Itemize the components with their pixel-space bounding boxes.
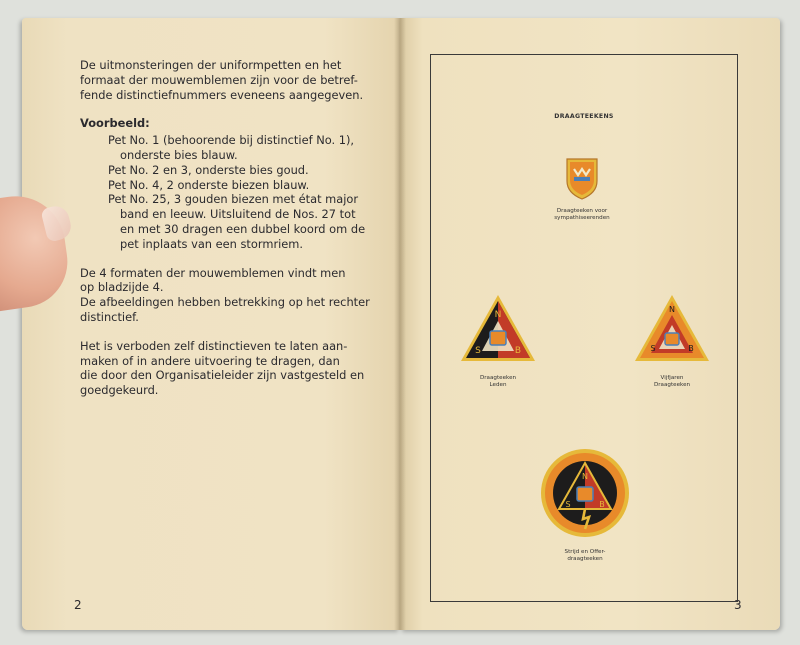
- page-number-left: 2: [74, 598, 82, 612]
- sympathizer-shield-badge: [565, 157, 599, 201]
- badge-letter-s: S: [475, 346, 481, 356]
- badge-letter-b: B: [688, 344, 694, 353]
- page-number-right: 3: [734, 598, 742, 612]
- example-list: Pet No. 1 (behoorende bij distinctief No. 1), onderste bies blauw. Pet No. 2 en 3, onderste bies goud. Pet No. 4, 2 onderste biezen blauw. Pet No. 25, 3 gouden biezen met état major band en leeuw. Uitsluitend de Nos. 27 tot en met 30 dragen een dubbel koord om de pet inplaats van een stormriem.: [108, 133, 366, 251]
- members-triangle-badge: [459, 293, 537, 365]
- struggle-sacrifice-badge-caption: Strijd en Offer- draagteeken: [564, 549, 606, 562]
- badge-letter-s: S: [650, 344, 656, 353]
- members-badge-caption: Draagteeken Leden: [479, 375, 517, 388]
- badge-letter-n: N: [494, 310, 502, 320]
- badge-letter-b: B: [514, 346, 522, 356]
- booklet-spine: [394, 18, 406, 630]
- left-page-text: [80, 58, 380, 412]
- five-year-badge-caption: Vijfjaren Draagteeken: [653, 375, 691, 388]
- paragraph-prohibition: Het is verboden zelf distinctieven te laten aan- maken of in andere uitvoering te dragen, dan die door den Organisatieleider zijn vastgesteld en goedgekeurd.: [80, 338, 365, 398]
- sympathizer-badge-caption: Draagteeken voor sympathiseerenden: [554, 208, 610, 221]
- badge-letter-n: N: [582, 472, 588, 481]
- paragraph-sleeve-formats: De 4 formaten der mouwemblemen vindt men op bladzijde 4. De afbeeldingen hebben betrekking op het rechter distinctief.: [80, 265, 370, 324]
- plate-title: DRAAGTEEKENS: [554, 113, 614, 120]
- struggle-sacrifice-round-badge: [539, 447, 631, 539]
- paragraph-uniform-caps: De uitmonsteringen der uniformpetten en het formaat der mouwemblemen zijn voor de betref- fende distinctiefnummers eveneens aangegeven.: [80, 58, 364, 102]
- badge-letter-b: B: [599, 500, 605, 509]
- badge-letter-s: S: [565, 500, 571, 509]
- example-heading: Voorbeeld:: [80, 116, 150, 131]
- open-booklet: [22, 18, 780, 630]
- five-year-triangle-badge: [633, 293, 711, 365]
- badge-plate-frame: [430, 54, 738, 602]
- badge-letter-n: N: [669, 305, 675, 314]
